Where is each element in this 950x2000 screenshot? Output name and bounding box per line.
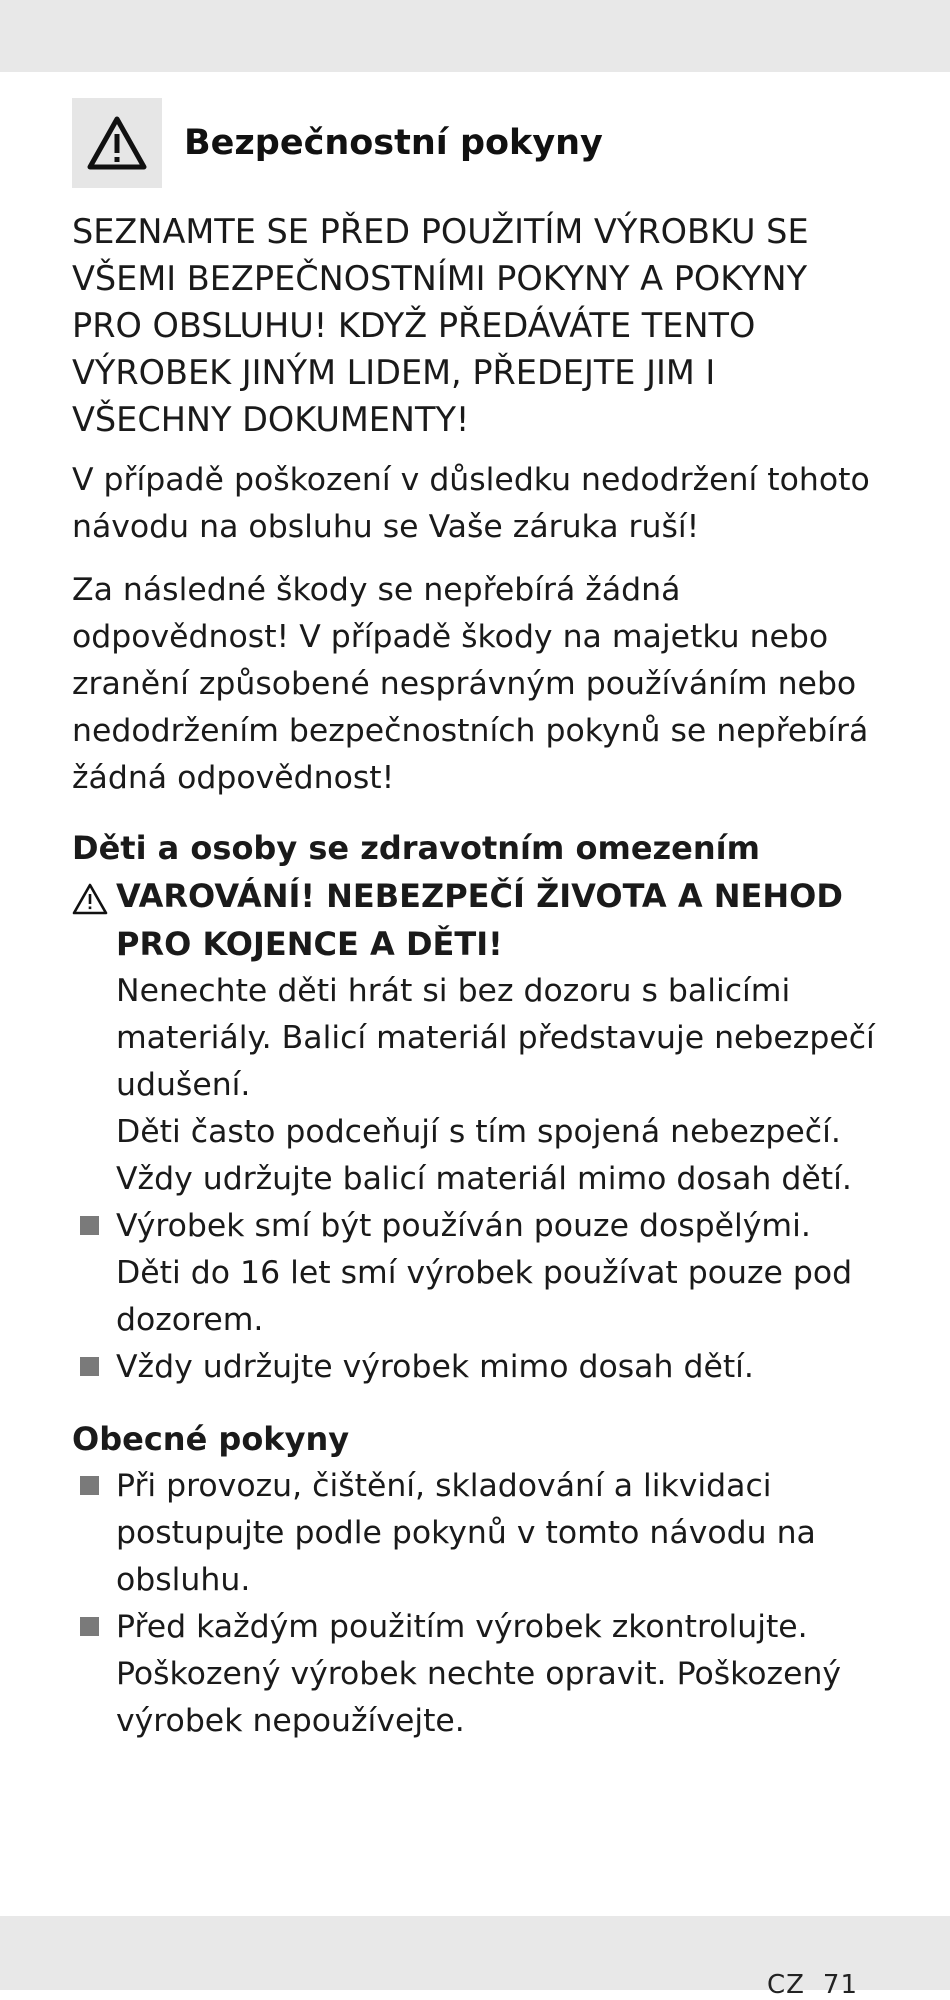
list-item [72,1203,884,1344]
children-section-heading: Děti a osoby se zdravotním omezením [72,829,760,867]
warning-triangle-icon [86,115,148,171]
general-section-heading: Obecné pokyny [72,1420,350,1458]
square-bullet-icon [72,1203,116,1235]
page-number [767,1970,858,2000]
language-code: CZ [766,1970,805,2000]
page-title: Bezpečnostní pokyny [184,123,603,163]
list-item-text: Výrobek smí být používán pouze dospělými. Děti do 16 let smí výrobek používat pouze pod dozorem. [116,1208,853,1338]
list-item [72,1344,884,1391]
warning-body-danger: Děti často podceňují s tím spojená nebezpečí. Vždy udržujte balicí materiál mimo dosah dětí. [116,1114,852,1197]
top-band [0,0,950,72]
square-bullet-icon [72,1463,116,1495]
warning-icon-box [72,98,162,188]
page-number-value: 71 [822,1970,858,2000]
warning-body-packaging: Nenechte děti hrát si bez dozoru s balicími materiály. Balicí materiál představuje nebezpečí udušení. [116,973,875,1103]
paragraph-liability: Za následné škody se nepřebírá žádná odpovědnost! V případě škody na majetku nebo zranění způsobené nesprávným používáním nebo nedodržením bezpečnostních pokynů se nepřebírá žádná odpovědnost! [72,572,869,796]
warning-triangle-icon [72,872,116,928]
list-item [72,1463,884,1604]
square-bullet-icon [72,1344,116,1376]
section-header [72,98,884,188]
list-item [72,1604,884,1745]
children-warning-heading [72,872,884,968]
list-item-text: Před každým použitím výrobek zkontrolujte. Poškozený výrobek nechte opravit. Poškozený výrobek nepoužívejte. [116,1609,842,1739]
paragraph-warranty: V případě poškození v důsledku nedodržení tohoto návodu na obsluhu se Vaše záruka ruší! [72,462,870,545]
page-content [72,98,884,1745]
list-item-text: Při provozu, čištění, skladování a likvidaci postupujte podle pokynů v tomto návodu na obsluhu. [116,1468,816,1598]
warning-title: VAROVÁNÍ! NEBEZPEČÍ ŽIVOTA A NEHOD PRO KOJENCE A DĚTI! [116,877,843,963]
intro-caps-paragraph: SEZNAMTE SE PŘED POUŽITÍM VÝROBKU SE VŠEMI BEZPEČNOSTNÍMI POKYNY A POKYNY PRO OBSLUHU! KDYŽ PŘEDÁVÁTE TENTO VÝROBEK JINÝM LIDEM, PŘEDEJTE JIM I VŠECHNY DOKUMENTY! [72,212,809,439]
list-item-text: Vždy udržujte výrobek mimo dosah dětí. [116,1349,754,1385]
square-bullet-icon [72,1604,116,1636]
